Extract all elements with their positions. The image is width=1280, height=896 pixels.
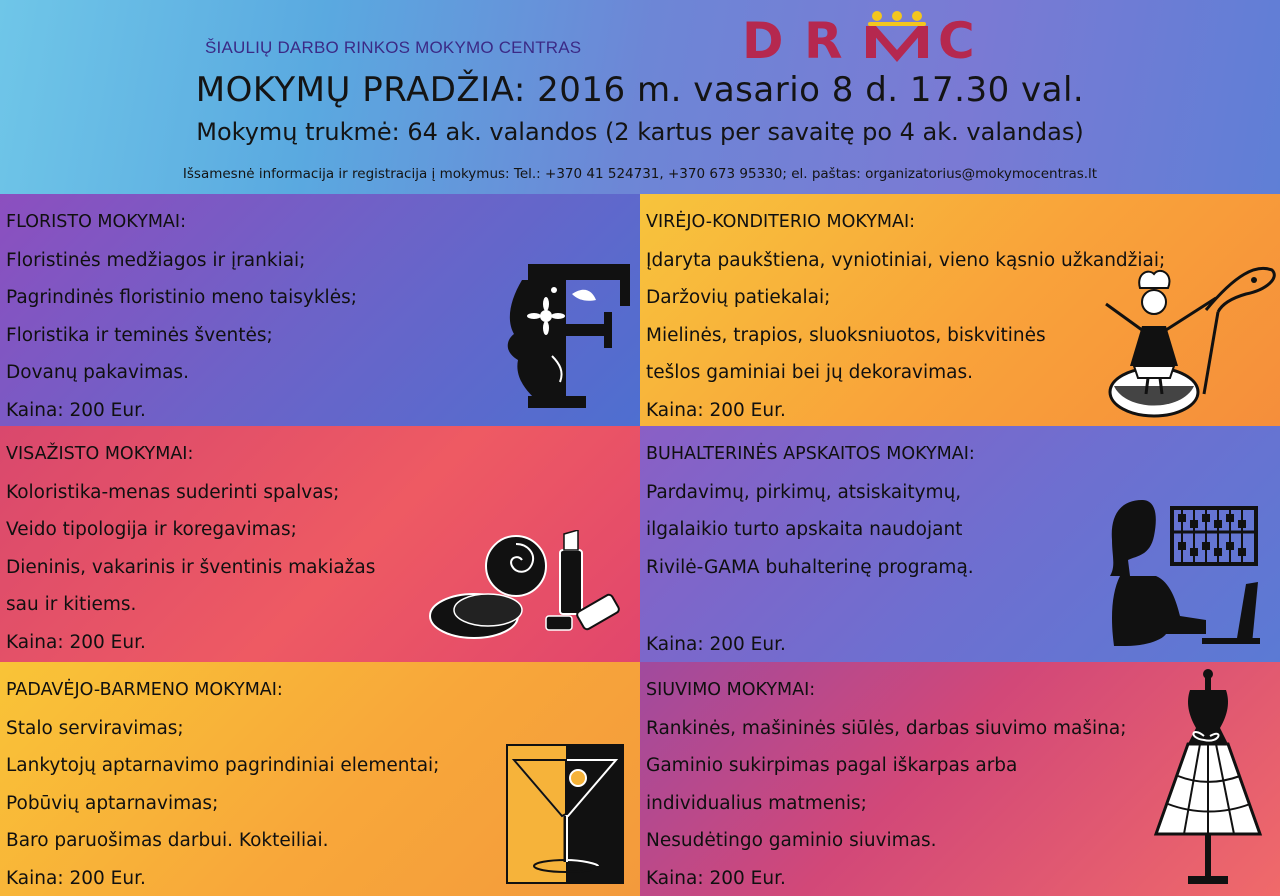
svg-text:R: R bbox=[804, 12, 843, 66]
contact-info: Išsamesnė informacija ir registracija į mokymus: Tel.: +370 41 524731, +370 673 95330; el. paštas: organizatorius@mokymocentras.lt bbox=[182, 166, 1098, 182]
course-line: ilgalaikio turto apskaita naudojant bbox=[646, 519, 963, 540]
course-line: Dovanų pakavimas. bbox=[6, 362, 189, 383]
course-price: Kaina: 200 Eur. bbox=[6, 631, 146, 653]
course-line: Pobūvių aptarnavimas; bbox=[6, 792, 219, 814]
page-subtitle: Mokymų trukmė: 64 ak. valandos (2 kartus per savaitę po 4 ak. valandas) bbox=[196, 118, 1084, 146]
course-line: Floristinės medžiagos ir įrankiai; bbox=[6, 249, 306, 271]
chef-icon bbox=[1086, 254, 1280, 424]
course-price: Kaina: 200 Eur. bbox=[646, 399, 786, 421]
course-title: BUHALTERINĖS APSKAITOS MOKYMAI: bbox=[646, 444, 975, 464]
accountant-icon bbox=[1106, 496, 1266, 648]
course-line: Stalo serviravimas; bbox=[6, 717, 184, 739]
florist-letter-f-icon bbox=[500, 260, 632, 410]
course-line: individualius matmenis; bbox=[646, 792, 867, 814]
course-line: Koloristika-menas suderinti spalvas; bbox=[6, 481, 340, 503]
course-line: tešlos gaminiai bei jų dekoravimas. bbox=[646, 362, 974, 383]
course-line: Veido tipologija ir koregavimas; bbox=[6, 519, 297, 540]
course-line: Daržovių patiekalai; bbox=[646, 287, 831, 308]
cocktail-icon bbox=[506, 744, 624, 884]
course-florist bbox=[0, 194, 640, 426]
makeup-icon bbox=[428, 530, 624, 644]
course-price: Kaina: 200 Eur. bbox=[6, 867, 146, 889]
course-bartender bbox=[0, 662, 640, 896]
course-title: VISAŽISTO MOKYMAI: bbox=[6, 444, 194, 464]
course-sewing bbox=[640, 662, 1280, 896]
drmc-logo bbox=[742, 10, 1012, 66]
course-title: PADAVĖJO-BARMENO MOKYMAI: bbox=[6, 680, 283, 700]
org-name: ŠIAULIŲ DARBO RINKOS MOKYMO CENTRAS bbox=[205, 38, 582, 57]
course-title: FLORISTO MOKYMAI: bbox=[6, 212, 186, 232]
dress-form-icon bbox=[1148, 666, 1270, 892]
course-line: Įdaryta paukštiena, vyniotiniai, vieno kąsnio užkandžiai; bbox=[646, 249, 1166, 271]
course-line: Rivilė-GAMA buhalterinę programą. bbox=[646, 556, 974, 578]
course-accounting bbox=[640, 426, 1280, 662]
course-line: Pagrindinės floristinio meno taisyklės; bbox=[6, 287, 357, 308]
course-line: Mielinės, trapios, sluoksniuotos, biskvitinės bbox=[646, 324, 1046, 346]
course-line: Dieninis, vakarinis ir šventinis makiažas bbox=[6, 556, 376, 578]
page-title: MOKYMŲ PRADŽIA: 2016 m. vasario 8 d. 17.30 val. bbox=[195, 70, 1085, 110]
course-line: Rankinės, mašininės siūlės, darbas siuvimo mašina; bbox=[646, 717, 1127, 739]
course-line: sau ir kitiems. bbox=[6, 594, 137, 615]
course-price: Kaina: 200 Eur. bbox=[646, 634, 786, 655]
course-line: Nesudėtingo gaminio siuvimas. bbox=[646, 830, 937, 851]
course-line: Baro paruošimas darbui. Kokteiliai. bbox=[6, 830, 329, 851]
course-price: Kaina: 200 Eur. bbox=[646, 867, 786, 889]
svg-text:C: C bbox=[938, 12, 975, 66]
course-price: Kaina: 200 Eur. bbox=[6, 399, 146, 421]
course-line: Floristika ir teminės šventės; bbox=[6, 324, 273, 346]
svg-text:D: D bbox=[742, 12, 784, 66]
course-line: Lankytojų aptarnavimo pagrindiniai elementai; bbox=[6, 755, 440, 776]
course-line: Pardavimų, pirkimų, atsiskaitymų, bbox=[646, 481, 962, 503]
course-chef bbox=[640, 194, 1280, 426]
header bbox=[0, 0, 1280, 194]
course-line: Gaminio sukirpimas pagal iškarpas arba bbox=[646, 755, 1018, 776]
course-title: VIRĖJO-KONDITERIO MOKYMAI: bbox=[646, 212, 916, 232]
course-makeup bbox=[0, 426, 640, 662]
course-title: SIUVIMO MOKYMAI: bbox=[646, 680, 816, 700]
